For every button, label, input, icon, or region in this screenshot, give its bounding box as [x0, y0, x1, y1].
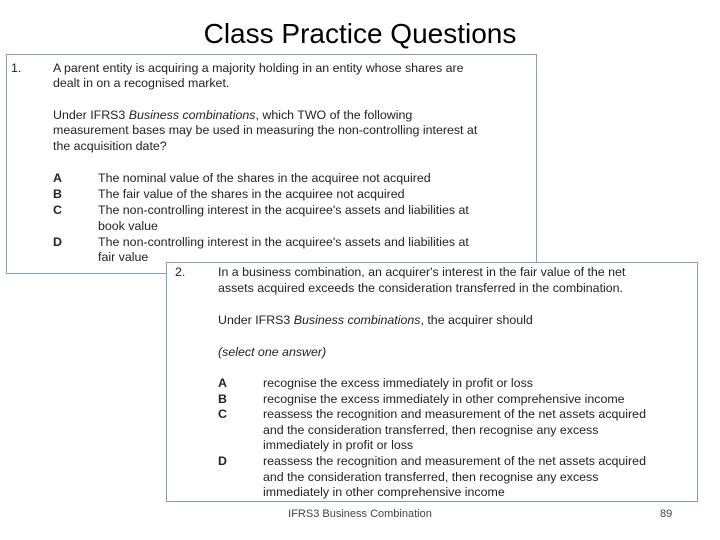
prompt-prefix: Under IFRS3: [53, 108, 129, 122]
option-text-c-cont: book value: [98, 219, 158, 233]
standard-name: Business combinations: [128, 108, 256, 122]
option-letter-d: D: [218, 454, 227, 468]
option-text-b: recognise the excess immediately in other comprehensive income: [263, 392, 625, 406]
option-text-c: The non-controlling interest in the acquiree's assets and liabilities at: [98, 203, 469, 217]
option-text-c: reassess the recognition and measurement of the net assets acquired: [263, 407, 646, 421]
option-text-d-cont2: immediately in other comprehensive income: [263, 485, 505, 499]
prompt-suffix: , the acquirer should: [420, 313, 533, 327]
page-number: 89: [660, 508, 673, 520]
option-letter-a: A: [53, 171, 62, 185]
option-letter-b: B: [218, 392, 227, 406]
option-text-a: The nominal value of the shares in the acquiree not acquired: [98, 171, 431, 185]
option-letter-a: A: [218, 376, 227, 390]
question-2-card: [166, 262, 698, 502]
option-letter-b: B: [53, 187, 62, 201]
option-letter-c: C: [218, 407, 227, 421]
question-1-card: [6, 54, 537, 274]
prompt-suffix: , which TWO of the following: [255, 108, 413, 122]
select-instruction: (select one answer): [218, 345, 327, 359]
question-number: 1.: [11, 61, 22, 75]
question-intro-line: dealt in on a recognised market.: [53, 76, 230, 90]
question-intro-line: A parent entity is acquiring a majority holding in an entity whose shares are: [53, 61, 464, 75]
prompt-prefix: Under IFRS3: [218, 313, 294, 327]
option-text-d-cont: and the consideration transferred, then recognise any excess: [263, 470, 599, 484]
question-prompt-line: the acquisition date?: [53, 139, 167, 153]
question-prompt-line: [218, 313, 533, 329]
option-letter-c: C: [53, 203, 62, 217]
option-text-c-cont: and the consideration transferred, then recognise any excess: [263, 423, 599, 437]
option-text-d-cont: fair value: [98, 250, 149, 264]
question-prompt-line: [53, 108, 412, 124]
question-prompt-line: measurement bases may be used in measuring the non-controlling interest at: [53, 123, 478, 137]
option-text-d: reassess the recognition and measurement of the net assets acquired: [263, 454, 646, 468]
slide-title: Class Practice Questions: [203, 18, 517, 49]
option-text-d: The non-controlling interest in the acquiree's assets and liabilities at: [98, 235, 469, 249]
question-intro-line: In a business combination, an acquirer's interest in the fair value of the net: [218, 265, 626, 279]
footer-title: IFRS3 Business Combination: [288, 508, 432, 520]
option-text-a: recognise the excess immediately in profit or loss: [263, 376, 533, 390]
option-text-c-cont2: immediately in profit or loss: [263, 438, 414, 452]
question-number: 2.: [175, 265, 186, 279]
option-letter-d: D: [53, 235, 62, 249]
question-intro-line: assets acquired exceeds the consideration transferred in the combination.: [218, 281, 623, 295]
option-text-b: The fair value of the shares in the acquiree not acquired: [98, 187, 405, 201]
standard-name: Business combinations: [293, 313, 421, 327]
